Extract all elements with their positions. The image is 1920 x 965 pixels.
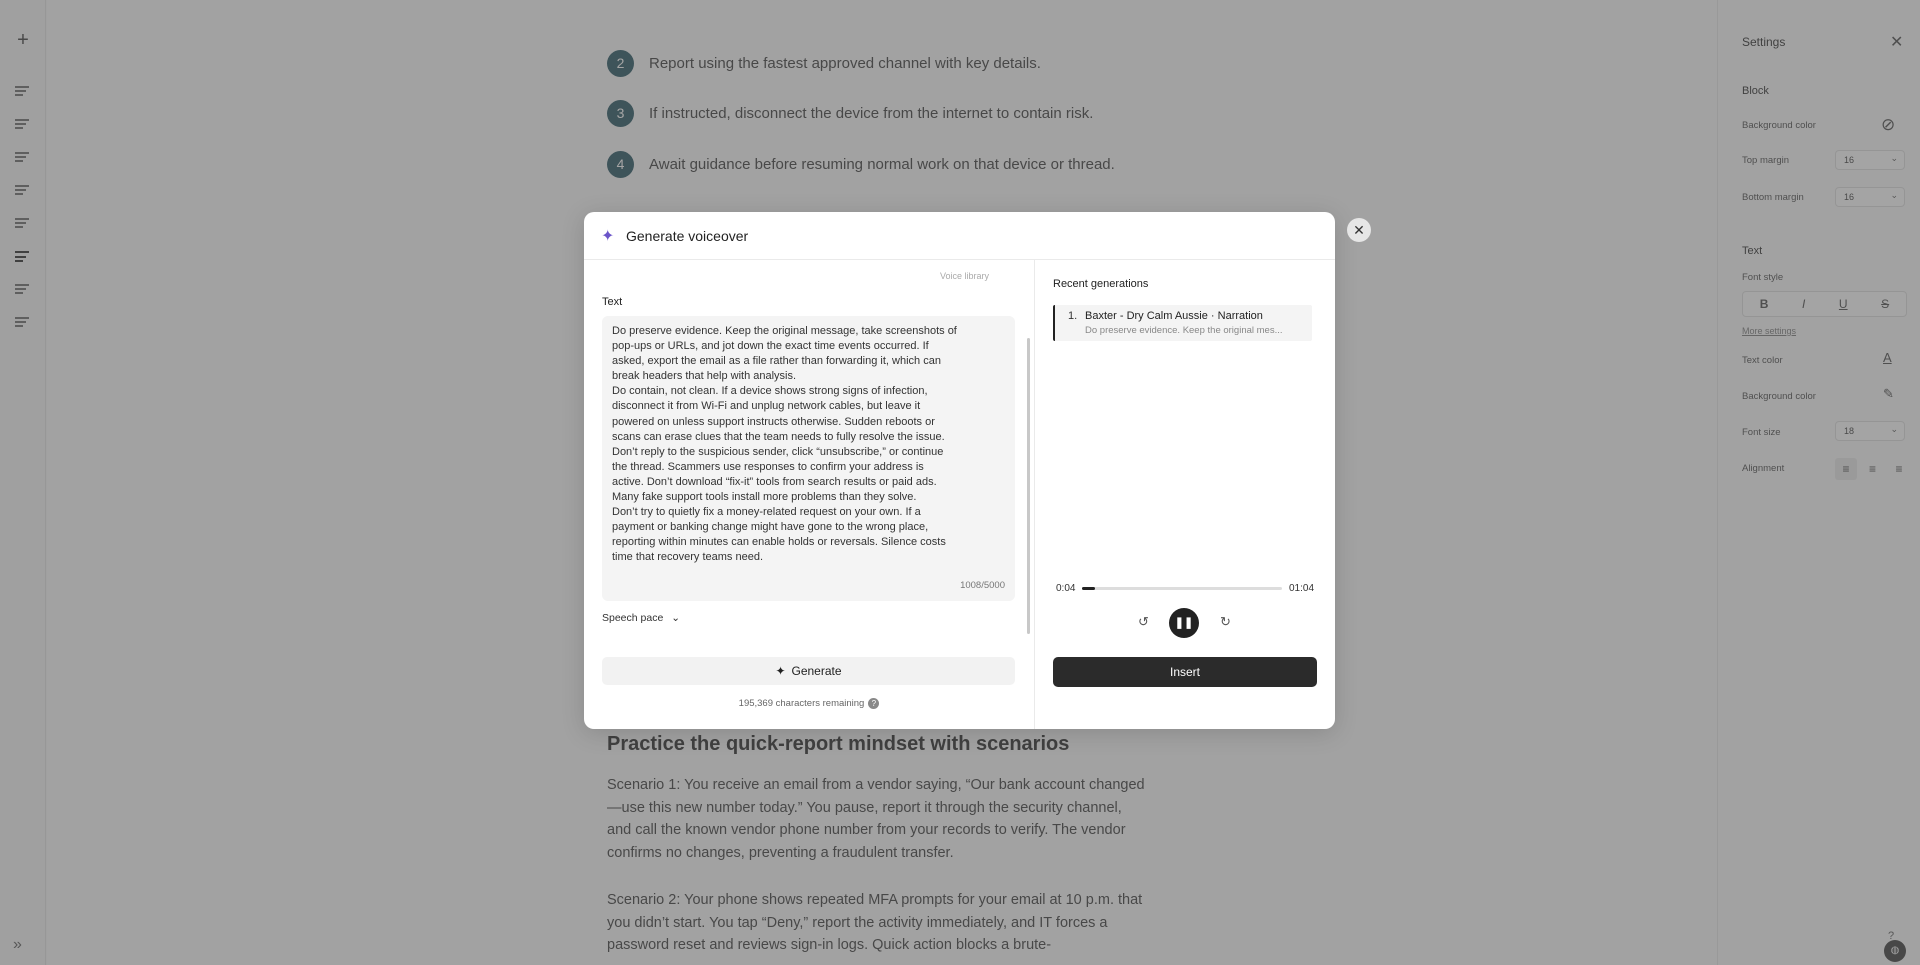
progress-fill [1082, 587, 1095, 590]
character-counter: 1008/5000 [960, 580, 1005, 591]
voiceover-text-input[interactable] [602, 316, 1015, 601]
generation-index: 1. [1068, 310, 1078, 322]
dialog-title: Generate voiceover [626, 228, 749, 244]
generate-label: Generate [791, 664, 842, 678]
speech-pace-label: Speech pace [602, 612, 664, 624]
scrollbar[interactable] [1027, 338, 1030, 634]
generation-item[interactable] [1053, 305, 1312, 341]
close-dialog-icon[interactable]: ✕ [1347, 218, 1371, 242]
total-time: 01:04 [1289, 583, 1315, 594]
help-icon[interactable]: ? [868, 698, 879, 709]
forward-icon[interactable]: ↻ [1220, 614, 1231, 629]
chevron-down-icon: ⌄ [671, 612, 681, 624]
current-time: 0:04 [1056, 583, 1076, 594]
sparkle-icon: ✦ [601, 228, 615, 245]
insert-button[interactable]: Insert [1053, 657, 1317, 687]
characters-remaining-text: 195,369 characters remaining [738, 698, 865, 709]
generation-voice-name: Baxter - Dry Calm Aussie · Narration [1085, 310, 1263, 322]
text-label: Text [602, 296, 623, 308]
speech-pace-dropdown[interactable] [602, 612, 680, 624]
generate-button[interactable] [602, 657, 1015, 685]
sparkle-icon: ✦ [775, 664, 786, 678]
voice-library-link[interactable]: Voice library [940, 271, 990, 281]
pause-button[interactable]: ❚❚ [1169, 608, 1199, 638]
generation-preview: Do preserve evidence. Keep the original mes... [1085, 325, 1283, 336]
generate-voiceover-dialog [584, 212, 1335, 729]
characters-remaining [584, 698, 1034, 709]
playback-progress-slider[interactable] [1082, 587, 1282, 590]
rewind-icon[interactable]: ↺ [1138, 614, 1149, 629]
column-divider [1034, 260, 1035, 729]
voiceover-text-value: Do preserve evidence. Keep the original message, take screenshots of pop-ups or URLs, and jot down the exact time events occurred. If asked, export the email as a file rather than forwarding it, which can break headers that help with analysis. Do contain, not clean. If a device shows strong signs of infection, disconnect it from Wi-Fi and unplug network cables, but leave it powered on unless support instructs otherwise. Sudden reboots or scans can erase clues that the team needs to fully resolve the issue. Don’t reply to the suspicious sender, click “unsubscribe,” or continue the thread. Scammers use responses to confirm your address is active. Don’t download “fix-it” tools from search results or paid ads. Many fake support tools install more problems than they solve. Don’t try to quietly fix a money-related request on your own. If a payment or banking change might have gone to the wrong place, reporting within minutes can enable holds or reversals. Silence costs time that recovery teams need. [612, 325, 957, 564]
dialog-header [584, 212, 1335, 260]
recent-generations-title: Recent generations [1053, 278, 1149, 290]
